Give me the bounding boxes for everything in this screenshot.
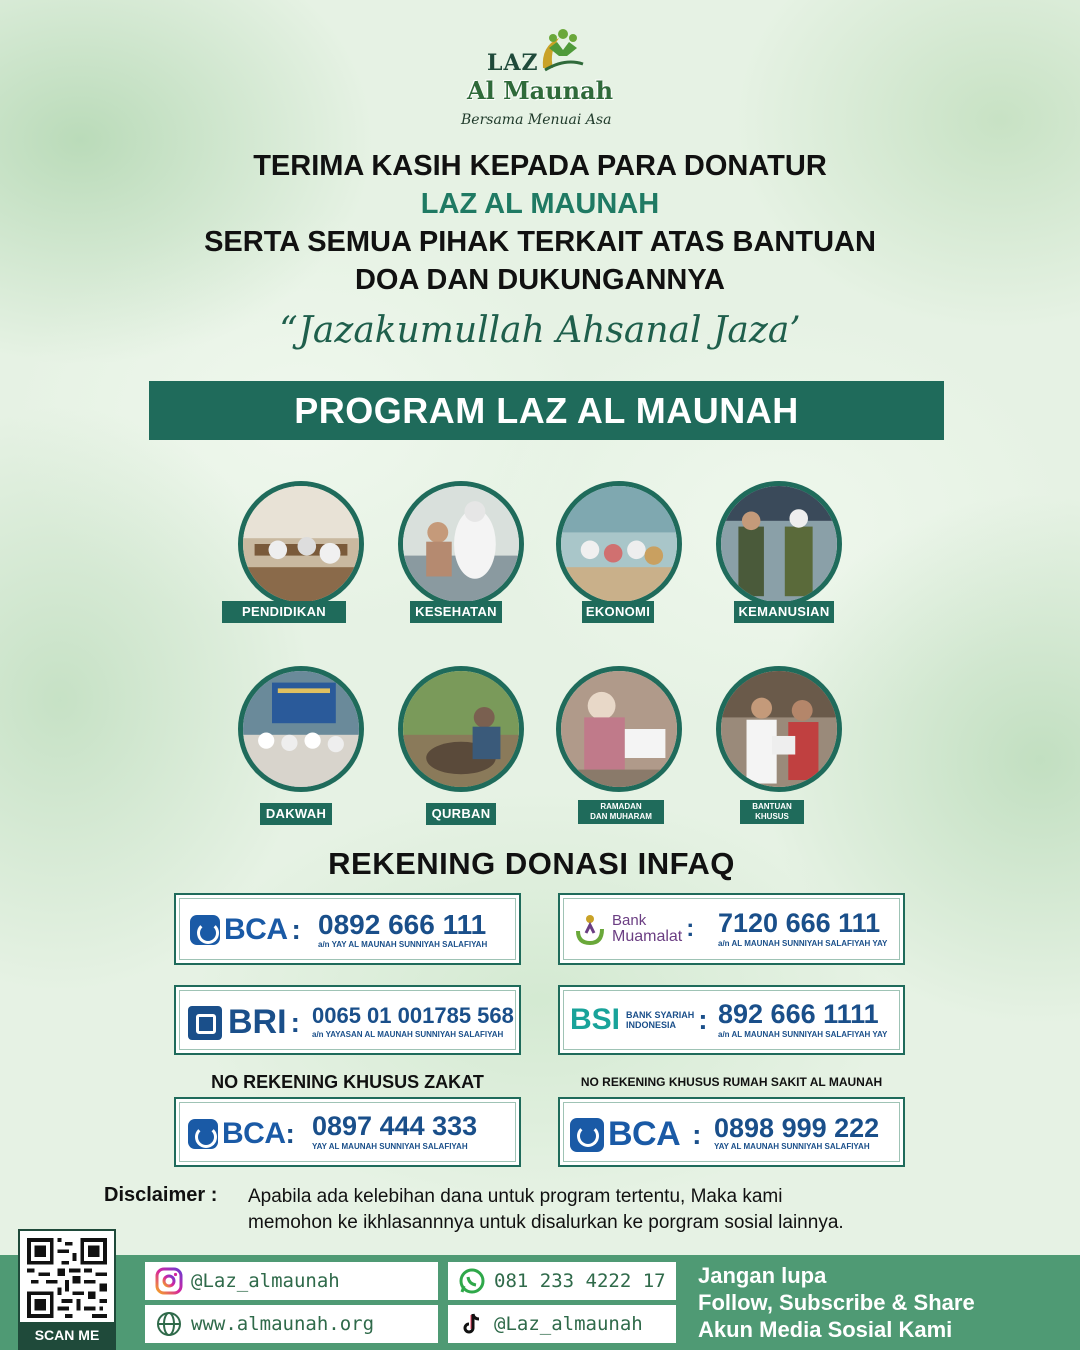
rekening-title: REKENING DONASI INFAQ: [328, 846, 735, 881]
account-bri: [174, 985, 521, 1055]
program-photo: [556, 481, 682, 607]
headline-line-1: TERIMA KASIH KEPADA PARA DONATUR: [253, 150, 827, 182]
logo-laz-text: LAZ: [487, 50, 539, 76]
disclaimer-line-1: Apabila ada kelebihan dana untuk program tertentu, Maka kami: [248, 1186, 783, 1207]
leaf-people-icon: [535, 28, 585, 76]
bank-name: BSI: [570, 1003, 621, 1036]
account-holder: YAY AL MAUNAH SUNNIYAH SALAFIYAH: [714, 1142, 870, 1151]
account-holder: YAY AL MAUNAH SUNNIYAH SALAFIYAH: [312, 1142, 468, 1151]
program-photo: [716, 666, 842, 792]
program-photo: [716, 481, 842, 607]
bank-name: BRI: [228, 1003, 287, 1041]
program-banner: PROGRAM LAZ AL MAUNAH: [149, 381, 944, 440]
qr-code-icon: [27, 1238, 107, 1318]
program-label: [578, 800, 664, 824]
rumah-sakit-label: NO REKENING KHUSUS RUMAH SAKIT AL MAUNAH: [580, 1075, 883, 1089]
account-holder: a/n YAY AL MAUNAH SUNNIYAH SALAFIYAH: [318, 940, 488, 949]
program-photo: [398, 666, 524, 792]
account-number: 0898 999 222: [714, 1113, 880, 1143]
program-photo: [238, 481, 364, 607]
whatsapp-icon: [458, 1267, 486, 1295]
program-label: QURBAN: [426, 803, 496, 825]
tiktok-handle: @Laz_almaunah: [494, 1313, 643, 1335]
program-label: [740, 800, 804, 824]
account-bca-infaq: [174, 893, 521, 965]
qr-code[interactable]: [18, 1229, 116, 1350]
program-label-line1: RAMADAN: [600, 802, 642, 811]
account-number: 7120 666 111: [718, 908, 881, 938]
website-link[interactable]: [145, 1305, 438, 1343]
brand-logo: [455, 28, 635, 133]
bca-logo: BCA :: [188, 1117, 303, 1151]
website-url: www.almaunah.org: [191, 1313, 375, 1335]
bank-sub-line1: BANK SYARIAH: [626, 1010, 695, 1020]
logo-tagline: Bersama Menuai Asa: [461, 112, 612, 128]
bank-name-line1: Bank: [612, 912, 647, 929]
program-photo: [556, 666, 682, 792]
program-label: DAKWAH: [260, 803, 332, 825]
globe-icon: [155, 1310, 183, 1338]
account-muamalat: [558, 893, 905, 965]
account-number: 0065 01 001785 568: [312, 1003, 514, 1028]
bank-name-line2: Muamalat: [612, 928, 683, 945]
disclaimer-line-2: memohon ke ikhlasannnya untuk disalurkan ke porgram sosial lainnya.: [248, 1212, 844, 1233]
follow-cta: [698, 1262, 975, 1343]
bca-icon: [190, 915, 220, 945]
cta-line-1: Jangan lupa: [698, 1263, 827, 1288]
program-label-line2: KHUSUS: [755, 812, 789, 821]
cta-line-3: Akun Media Sosial Kami: [698, 1317, 953, 1342]
muamalat-icon: [572, 911, 606, 947]
program-label: KEMANUSIAN: [734, 601, 834, 623]
bca-icon: [188, 1119, 218, 1149]
disclaimer-text: [248, 1184, 1008, 1236]
bank-name: BCA: [222, 1117, 286, 1150]
account-holder: a/n YAYASAN AL MAUNAH SUNNIYAH SALAFIYAH: [312, 1030, 504, 1039]
bank-name: BCA: [608, 1115, 681, 1153]
account-number: 0892 666 111: [318, 909, 487, 940]
program-label: EKONOMI: [582, 601, 654, 623]
tiktok-link[interactable]: [448, 1305, 676, 1343]
account-bca-rumah-sakit: [558, 1097, 905, 1167]
instagram-icon: [155, 1267, 183, 1295]
cta-line-2: Follow, Subscribe & Share: [698, 1290, 975, 1315]
scan-me-label: SCAN ME: [20, 1322, 114, 1348]
disclaimer-title: Disclaimer :: [104, 1184, 218, 1206]
program-label: KESEHATAN: [410, 601, 502, 623]
program-label-line2: DAN MUHARAM: [590, 812, 652, 821]
whatsapp-link[interactable]: [448, 1262, 676, 1300]
muamalat-logo: Bank Muamalat :: [572, 911, 702, 947]
instagram-link[interactable]: [145, 1262, 438, 1300]
logo-name-text: Al Maunah: [467, 76, 614, 105]
bri-logo: BRI :: [188, 1003, 308, 1042]
account-number: 892 666 1111: [718, 999, 879, 1029]
account-holder: a/n AL MAUNAH SUNNIYAH SALAFIYAH YAY: [718, 1030, 888, 1039]
instagram-handle: @Laz_almaunah: [191, 1270, 340, 1292]
headline-line-2: LAZ AL MAUNAH: [420, 188, 660, 220]
headline-line-3: SERTA SEMUA PIHAK TERKAIT ATAS BANTUAN: [204, 226, 876, 258]
bca-icon: [570, 1118, 604, 1152]
zakat-label: NO REKENING KHUSUS ZAKAT: [211, 1072, 484, 1092]
program-label-line1: BANTUAN: [752, 802, 792, 811]
bsi-logo: BSI BANK SYARIAH INDONESIA :: [570, 1003, 708, 1036]
bank-name: BCA: [224, 913, 288, 946]
jazakumullah-script: “Jazakumullah Ahsanal Jaza’: [279, 310, 801, 351]
tiktok-icon: [458, 1310, 486, 1338]
account-bca-zakat: [174, 1097, 521, 1167]
bank-sub-line2: INDONESIA: [626, 1020, 677, 1030]
program-label: PENDIDIKAN: [222, 601, 346, 623]
program-photo: [398, 481, 524, 607]
account-number: 0897 444 333: [312, 1111, 478, 1141]
program-photo: [238, 666, 364, 792]
account-bsi: [558, 985, 905, 1055]
bca-logo: BCA :: [190, 913, 309, 947]
headline-line-4: DOA DAN DUKUNGANNYA: [354, 264, 726, 296]
bca-logo: BCA :: [570, 1115, 710, 1154]
whatsapp-number: 081 233 4222 17: [494, 1270, 666, 1292]
account-holder: a/n AL MAUNAH SUNNIYAH SALAFIYAH YAY: [718, 939, 888, 948]
bri-icon: [188, 1006, 222, 1040]
